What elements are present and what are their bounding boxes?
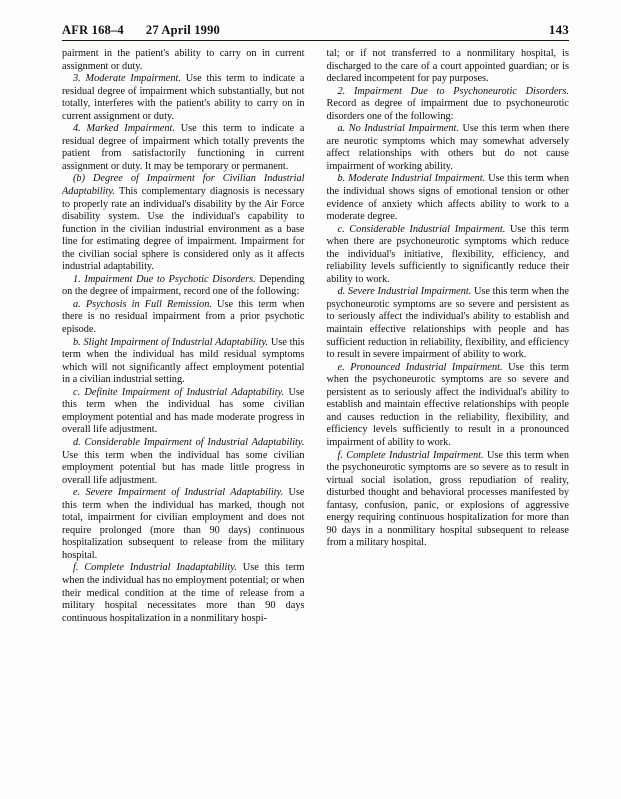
body-columns [62,48,569,771]
paragraph: 4. Marked Impairment. Use this term to indicate a residual degree of impairment which totally prevents the patient from satisfactorily functioning in current assignment or duty. It may be temporary or permanent. [62,123,305,172]
paragraph-label: a. [337,123,349,135]
paragraph-label: f. [337,449,347,461]
left-column [62,48,305,771]
paragraph: 3. Moderate Impairment. Use this term to indicate a residual degree of impairment which substantially, but not totally, interferes with the patient's ability to carry on in current assignment or duty. [62,73,305,122]
document-id: AFR 168–4 [62,23,124,37]
paragraph: c. Definite Impairment of Industrial Adaptability. Use this term when the individual has some civilian employment potential and has made moderate progress in overall life adjustment. [62,386,305,436]
right-column [327,48,570,771]
paragraph-term: Pronounced Industrial Impairment. [350,361,503,373]
paragraph-term: Moderate Industrial Impairment. [348,173,486,185]
paragraph-term: No Industrial Impairment. [348,123,459,135]
paragraph-label: 2. [337,85,354,97]
paragraph: 1. Impairment Due to Psychotic Disorders. Depending on the degree of impairment, record one of the following: [62,273,305,298]
paragraph: tal; or if not transferred to a nonmilitary hospital, is discharged to the care of a court appointed guardian; or is declared incompetent for pay purposes. [326,48,569,85]
paragraph-term: Complete Industrial Inadaptability. [84,562,237,574]
paragraph-label: b. [337,173,349,185]
paragraph-label: e. [337,361,351,373]
paragraph-term: Moderate Impairment. [85,73,181,85]
paragraph: d. Severe Industrial Impairment. Use this term when the psychoneurotic symptoms are so severe and persistent as to seriously affect the individual's ability to establish and maintain effective relationships with people and has sufficient reduction in reliability, flexibility, and efficiency to result in severe impairment of ability to work. [326,286,570,361]
paragraph-term: Impairment Due to Psychoneurotic Disorders. [353,85,570,97]
document-date: 27 April 1990 [145,23,221,37]
header-divider [62,40,569,41]
paragraph: d. Considerable Impairment of Industrial Adaptability. Use this term when the individual has some civilian employment potential but has made little progress in overall life adjustment. [62,436,305,486]
paragraph-label: 3. [73,73,86,85]
paragraph-label: 1. [73,273,85,285]
paragraph-label: c. [337,223,350,235]
paragraph-label: a. [73,298,86,310]
paragraph-term: Severe Industrial Impairment. [347,286,472,298]
paragraph: pairment in the patient's ability to carry on in current assignment or duty. [62,48,305,72]
paragraph: e. Pronounced Industrial Impairment. Use this term when the psychoneurotic symptoms are so severe and persistent as to seriously affect the individual's ability to establish and maintain effective relationships with people and causes reduction in the reliability, flexibility, and efficiency levels sufficiently to result in a pronounced impairment of ability to work. [326,361,570,448]
paragraph-label: (b) [73,173,93,185]
paragraph: b. Moderate Industrial Impairment. Use this term when the individual shows signs of emotional tension or other evidence of anxiety which affects ability to work to a moderate degree. [326,173,569,223]
paragraph-term: Definite Impairment of Industrial Adaptability. [84,386,285,398]
paragraph-term: Complete Industrial Impairment. [346,449,484,461]
paragraph: a. No Industrial Impairment. Use this term when there are neurotic symptoms which may somewhat adversely affect relationships with others but do not cause impairment of working ability. [326,123,570,172]
paragraph: a. Psychosis in Full Remission. Use this term when there is no residual impairment from a prior psychotic episode. [62,298,305,336]
paragraph-label: e. [73,487,86,499]
paragraph-term: Degree of Impairment for Civilian Industrial Adaptability. [62,173,305,198]
paragraph: (b) Degree of Impairment for Civilian Industrial Adaptability. This complementary diagnosis is necessary to properly rate an individual's disability by the Air Force disability system. Use the individual's capability to function in the civilian industrial environment as a base line for estimating degree of impairment. Impairment for the civilian social sphere is considered only as it affects industrial adaptability. [62,173,305,273]
paragraph-term: Considerable Industrial Impairment. [349,223,506,235]
paragraph-term: Severe Impairment of Industrial Adaptability. [85,487,284,499]
paragraph-term: Impairment Due to Psychotic Disorders. [84,273,256,285]
paragraph-label: f. [73,562,85,574]
paragraph-term: Marked Impairment. [86,123,175,135]
paragraph-label: d. [337,286,348,298]
paragraph-term: Considerable Impairment of Industrial Adaptability. [84,436,305,448]
paragraph-label: c. [73,386,85,398]
paragraph: f. Complete Industrial Impairment. Use this term when the psychoneurotic symptoms are so severe as to result in virtual social isolation, gross repudiation of reality, disturbed thought and behavioral processes manifested by fantasy, confusion, panic, or explosions of aggressive energy requiring continuous hospitalization for more than 90 days in a nonmilitary hospital subsequent to release from a military hospital. [326,449,569,549]
page-number: 143 [548,22,569,37]
paragraph: b. Slight Impairment of Industrial Adaptability. Use this term when the individual has mild residual symptoms which will not significantly affect employment potential in a civilian industrial setting. [62,336,305,386]
paragraph: c. Considerable Industrial Impairment. Use this term when there are psychoneurotic symptoms which reduce the individual's initiative, flexibility, efficiency, and reliability levels sufficiently to significantly reduce their ability to work. [326,223,570,285]
paragraph-label: b. [73,336,84,348]
page-header [62,22,569,38]
paragraph-term: Slight Impairment of Industrial Adaptability. [83,336,269,348]
paragraph-term: Psychosis in Full Remission. [85,298,212,310]
paragraph-label: 4. [73,123,87,135]
paragraph: e. Severe Impairment of Industrial Adaptability. Use this term when the individual has marked, though not total, impairment for civilian employment and does not require prolonged (more than 90 days) continuous hospitalization subsequent to release from the military hospital. [62,487,305,561]
paragraph: f. Complete Industrial Inadaptability. Use this term when the individual has no employment potential; or when their medical condition at the time of release from a military hospital necessitates more than 90 days continuous hospitalization in a nonmilitary hospi- [62,562,305,624]
paragraph: 2. Impairment Due to Psychoneurotic Disorders. Record as degree of impairment due to psychoneurotic disorders one of the following: [326,85,570,122]
paragraph-label: d. [73,436,85,448]
